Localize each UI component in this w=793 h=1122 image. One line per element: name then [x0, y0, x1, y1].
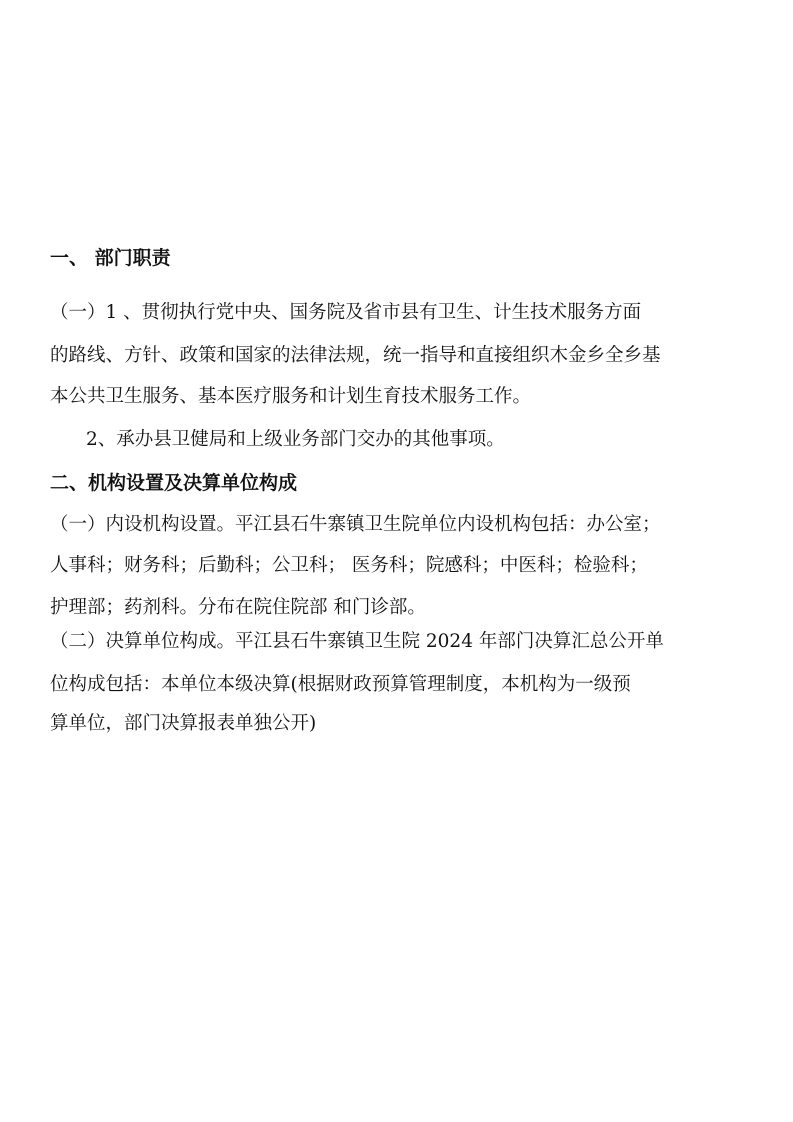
- paragraph-line: （二）决算单位构成。平江县石牛寨镇卫生院 2024 年部门决算汇总公开单: [50, 631, 664, 652]
- paragraph-line: 的路线、方针、政策和国家的法律法规，统一指导和直接组织木金乡全乡基: [50, 345, 661, 366]
- paragraph-line: （一）内设机构设置。平江县石牛寨镇卫生院单位内设机构包括：办公室；: [50, 514, 661, 535]
- paragraph-line: 位构成包括：本单位本级决算(根据财政预算管理制度，本机构为一级预: [50, 674, 631, 695]
- paragraph-line: 人事科；财务科；后勤科；公卫科； 医务科；院感科；中医科；检验科；: [50, 555, 648, 576]
- paragraph-line: （一）1 、贯彻执行党中央、国务院及省市县有卫生、计生技术服务方面: [50, 302, 642, 323]
- section-heading-department-duties: 一、 部门职责: [50, 247, 171, 269]
- paragraph-line: 算单位，部门决算报表单独公开): [50, 713, 317, 734]
- paragraph-line: 2、承办县卫健局和上级业务部门交办的其他事项。: [86, 429, 505, 450]
- section-heading-organization: 二、机构设置及决算单位构成: [50, 472, 298, 494]
- paragraph-line: 护理部；药剂科。分布在院住院部 和门诊部。: [50, 597, 426, 618]
- paragraph-line: 本公共卫生服务、基本医疗服务和计划生育技术服务工作。: [50, 386, 532, 407]
